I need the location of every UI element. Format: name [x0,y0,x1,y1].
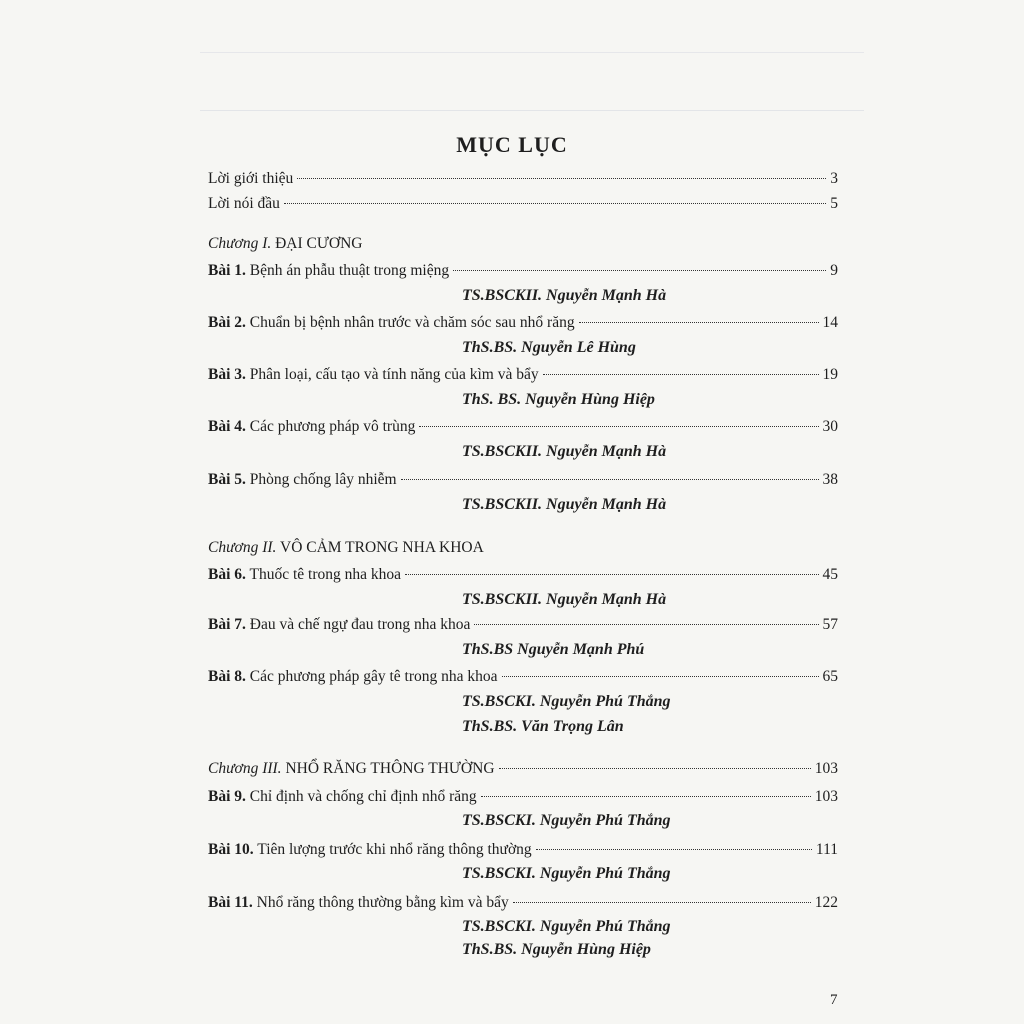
lesson-number: Bài 7. [208,616,246,633]
chapter-title: NHỔ RĂNG THÔNG THƯỜNG [285,760,495,777]
lesson-author: TS.BSCKI. Nguyễn Phú Thắng [462,693,671,710]
dot-leader [481,796,811,797]
dot-leader [499,768,811,769]
dot-leader [284,203,826,204]
lesson-title: Đau và chế ngự đau trong nha khoa [249,616,471,633]
toc-entry-lesson[interactable] [208,471,838,493]
toc-entry-lesson[interactable] [208,788,838,810]
page-number: 7 [830,992,838,1008]
entry-page: 38 [822,471,838,488]
lesson-author: TS.BSCKI. Nguyễn Phú Thắng [462,918,671,935]
toc-entry-chapter[interactable] [208,760,838,782]
dot-leader [419,426,818,427]
lesson-title: Chỉ định và chống chỉ định nhổ răng [249,788,477,805]
toc-entry-lesson[interactable] [208,566,838,588]
lesson-title: Phân loại, cấu tạo và tính năng của kìm và bẩy [249,366,539,383]
toc-entry-lesson[interactable] [208,616,838,638]
lesson-title: Bệnh án phẫu thuật trong miệng [249,262,450,279]
lesson-number: Bài 10. [208,841,254,858]
lesson-number: Bài 11. [208,894,253,911]
lesson-author: ThS.BS. Văn Trọng Lân [462,718,624,735]
lesson-title: Nhổ răng thông thường bằng kìm và bẩy [256,894,509,911]
toc-entry-lesson[interactable] [208,314,838,336]
toc-entry-lesson[interactable] [208,262,838,284]
chapter-label: Chương I. [208,235,272,252]
lesson-author: TS.BSCKII. Nguyễn Mạnh Hà [462,591,667,608]
entry-page: 122 [814,894,838,911]
entry-page: 103 [814,760,838,777]
lesson-author: ThS.BS. Nguyễn Lê Hùng [462,339,636,356]
entry-page: 30 [822,418,838,435]
toc-entry-lesson[interactable] [208,841,838,863]
entry-page: 19 [822,366,838,383]
entry-page: 111 [815,841,838,858]
dot-leader [405,574,818,575]
toc-entry-lesson[interactable] [208,668,838,690]
dot-leader [401,479,819,480]
dot-leader [543,374,819,375]
lesson-number: Bài 5. [208,471,246,488]
lesson-title: Các phương pháp gây tê trong nha khoa [249,668,498,685]
entry-title: Lời nói đầu [208,195,280,212]
lesson-author: ThS.BS Nguyễn Mạnh Phú [462,641,645,658]
toc-entry-intro[interactable] [208,170,838,192]
chapter-title: VÔ CẢM TRONG NHA KHOA [280,539,484,556]
dot-leader [536,849,812,850]
lesson-number: Bài 4. [208,418,246,435]
dot-leader [579,322,819,323]
lesson-title: Chuẩn bị bệnh nhân trước và chăm sóc sau nhổ răng [249,314,575,331]
chapter-label: Chương II. [208,539,277,556]
entry-page: 65 [822,668,838,685]
entry-page: 103 [814,788,838,805]
chapter-heading[interactable] [208,539,484,557]
lesson-author: TS.BSCKII. Nguyễn Mạnh Hà [462,496,667,513]
entry-page: 3 [830,170,838,187]
lesson-title: Phòng chống lây nhiễm [249,471,397,488]
lesson-number: Bài 8. [208,668,246,685]
lesson-author: ThS. BS. Nguyễn Hùng Hiệp [462,391,655,408]
chapter-heading[interactable] [208,235,362,253]
entry-page: 14 [822,314,838,331]
dot-leader [297,178,826,179]
lesson-title: Các phương pháp vô trùng [249,418,416,435]
dot-leader [513,902,811,903]
lesson-author: TS.BSCKI. Nguyễn Phú Thắng [462,812,671,829]
dot-leader [453,270,826,271]
entry-page: 5 [830,195,838,212]
lesson-number: Bài 1. [208,262,246,279]
toc-entry-lesson[interactable] [208,418,838,440]
lesson-number: Bài 9. [208,788,246,805]
toc-entry-preface[interactable] [208,195,838,217]
lesson-number: Bài 2. [208,314,246,331]
entry-page: 45 [822,566,838,583]
dot-leader [502,676,819,677]
toc-entry-lesson[interactable] [208,894,838,916]
lesson-number: Bài 3. [208,366,246,383]
entry-title: Lời giới thiệu [208,170,294,187]
lesson-title: Tiên lượng trước khi nhổ răng thông thường [257,841,532,858]
entry-page: 9 [830,262,838,279]
lesson-author: TS.BSCKII. Nguyễn Mạnh Hà [462,287,667,304]
lesson-number: Bài 6. [208,566,246,583]
bleed-through-shadow [200,52,864,69]
dot-leader [474,624,818,625]
chapter-label: Chương III. [208,760,282,777]
lesson-author: TS.BSCKII. Nguyễn Mạnh Hà [462,443,667,460]
lesson-author: TS.BSCKI. Nguyễn Phú Thắng [462,865,671,882]
lesson-author: ThS.BS. Nguyễn Hùng Hiệp [462,941,651,958]
page-title: MỤC LỤC [456,132,568,157]
toc-entry-lesson[interactable] [208,366,838,388]
entry-page: 57 [822,616,838,633]
lesson-title: Thuốc tê trong nha khoa [249,566,402,583]
chapter-title: ĐẠI CƯƠNG [275,235,363,252]
